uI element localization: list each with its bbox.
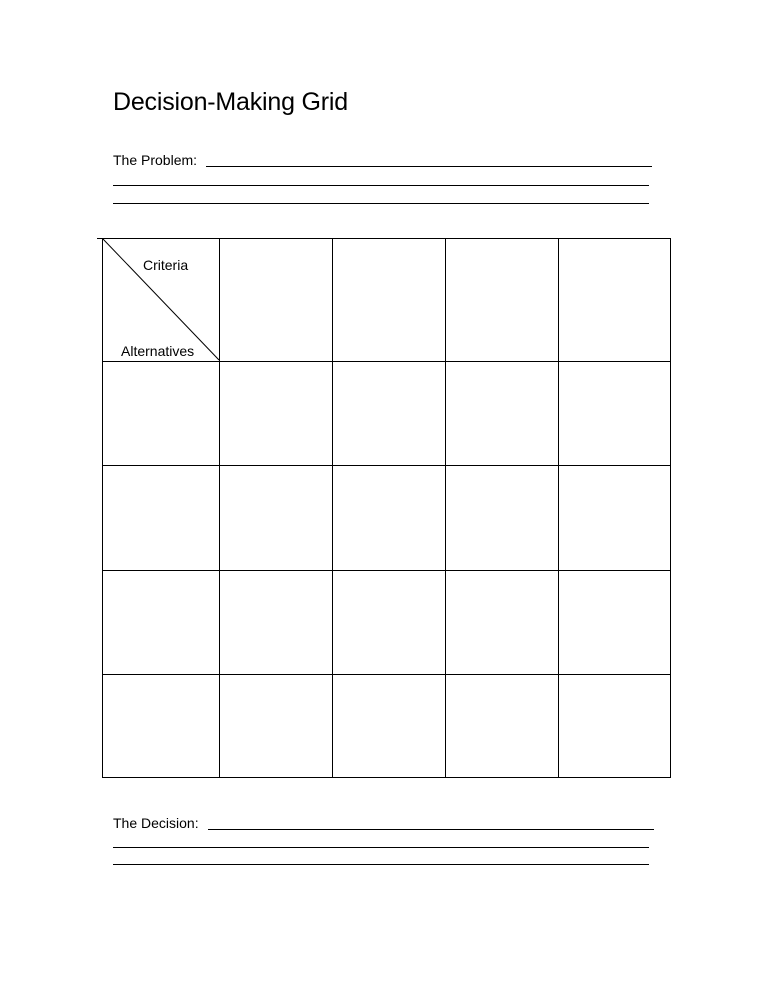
column-divider-4 (558, 239, 559, 777)
problem-line-1[interactable] (206, 166, 652, 167)
decision-label: The Decision: (113, 815, 199, 831)
decision-grid (102, 238, 671, 778)
decision-line-1[interactable] (208, 829, 654, 830)
problem-label: The Problem: (113, 152, 198, 168)
column-divider-1 (219, 239, 220, 777)
alternatives-header-label: Alternatives (121, 343, 195, 359)
decision-line-3[interactable] (113, 864, 649, 865)
problem-line-2[interactable] (113, 185, 649, 186)
row-divider-1 (103, 361, 670, 362)
column-divider-3 (445, 239, 446, 777)
criteria-header-label: Criteria (143, 257, 189, 273)
decision-line-2[interactable] (113, 847, 649, 848)
column-divider-2 (332, 239, 333, 777)
page-title: Decision-Making Grid (113, 88, 348, 116)
row-divider-3 (103, 570, 670, 571)
row-divider-2 (103, 465, 670, 466)
problem-line-3[interactable] (113, 203, 649, 204)
row-divider-4 (103, 674, 670, 675)
